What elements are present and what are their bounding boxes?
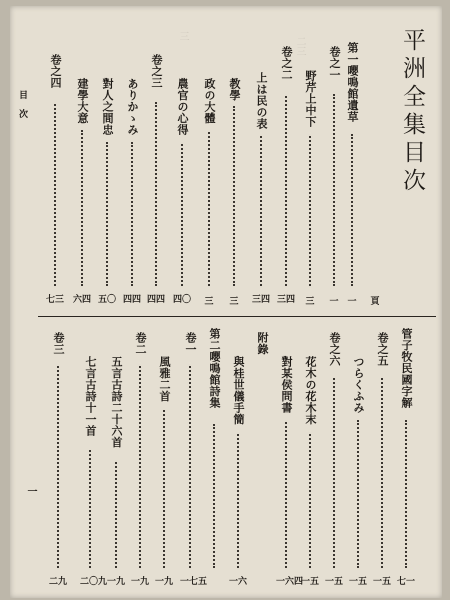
toc-page bbox=[10, 6, 442, 598]
leader-dots bbox=[309, 136, 311, 286]
leader-dots bbox=[213, 424, 215, 568]
leader-dots bbox=[54, 104, 56, 286]
leader-dots bbox=[139, 366, 141, 568]
leader-dots bbox=[285, 96, 287, 286]
toc-entry[interactable]: 卷二 bbox=[134, 332, 147, 355]
toc-entry[interactable]: 管子牧民國字解 bbox=[400, 328, 413, 409]
toc-entry[interactable]: 卷之五 bbox=[376, 332, 389, 367]
toc-page-number: 四四 bbox=[122, 295, 141, 305]
leader-dots bbox=[405, 420, 407, 568]
toc-page-number: 七一 bbox=[396, 577, 415, 587]
show-through-text: 二三 bbox=[294, 36, 305, 56]
leader-dots bbox=[89, 450, 91, 568]
toc-entry[interactable]: ありかゝみ bbox=[126, 78, 139, 136]
leader-dots bbox=[351, 134, 353, 286]
leader-dots bbox=[381, 378, 383, 568]
toc-entry[interactable]: 五言古詩二十六首 bbox=[110, 356, 123, 448]
toc-page-number: 一六四 bbox=[276, 577, 304, 587]
toc-entry[interactable]: 花木の花木末 bbox=[304, 356, 317, 425]
toc-entry[interactable]: 野芹上中下 bbox=[304, 70, 317, 128]
toc-page-number: 四四 bbox=[146, 295, 165, 305]
leader-dots bbox=[357, 420, 359, 568]
toc-title: 平洲全集目次 bbox=[399, 28, 425, 196]
toc-entry[interactable]: 風雅二首 bbox=[158, 356, 171, 402]
toc-page-number: 一六 bbox=[228, 577, 247, 587]
leader-dots bbox=[106, 142, 108, 286]
toc-page-number: 七三 bbox=[45, 295, 64, 305]
leader-dots bbox=[208, 132, 210, 286]
toc-entry[interactable]: 建學大意 bbox=[76, 78, 89, 124]
leader-dots bbox=[181, 144, 183, 286]
toc-entry[interactable]: 卷三 bbox=[52, 332, 65, 355]
toc-entry[interactable]: 七言古詩十一首 bbox=[84, 356, 97, 437]
toc-page-number: 六四 bbox=[72, 295, 91, 305]
show-through-text: 三 bbox=[177, 31, 188, 41]
toc-entry[interactable]: 政の大體 bbox=[203, 78, 216, 124]
leader-dots bbox=[233, 106, 235, 286]
leader-dots bbox=[309, 434, 311, 568]
margin-mark: 一 bbox=[25, 486, 36, 497]
toc-page-number: 一 bbox=[329, 297, 339, 307]
toc-entry[interactable]: つらくふみ bbox=[352, 356, 365, 414]
toc-page-number: 一 bbox=[347, 297, 357, 307]
toc-page-number: 三 bbox=[229, 297, 239, 307]
toc-page-number: 一五 bbox=[300, 577, 319, 587]
leader-dots bbox=[333, 378, 335, 568]
toc-page-number: 三四 bbox=[276, 295, 295, 305]
toc-entry[interactable]: 農官の心得 bbox=[176, 78, 189, 136]
toc-entry[interactable]: 與桂世儀手簡 bbox=[232, 356, 245, 425]
leader-dots bbox=[131, 142, 133, 286]
toc-entry[interactable]: 上は民の表 bbox=[255, 72, 268, 130]
leader-dots bbox=[237, 434, 239, 568]
toc-page-number: 一五 bbox=[324, 577, 343, 587]
toc-entry[interactable]: 卷之一 bbox=[328, 46, 341, 81]
toc-entry[interactable]: 卷之四 bbox=[49, 54, 62, 89]
toc-page-number: 一九 bbox=[106, 577, 125, 587]
toc-entry[interactable]: 卷之六 bbox=[328, 332, 341, 367]
leader-dots bbox=[155, 102, 157, 286]
toc-page-number: 三四 bbox=[251, 295, 270, 305]
toc-entry[interactable]: 對人之間忠 bbox=[101, 78, 114, 136]
toc-entry[interactable]: 附錄 bbox=[256, 332, 269, 355]
section-divider bbox=[38, 316, 436, 317]
toc-entry[interactable]: 卷一 bbox=[184, 332, 197, 355]
leader-dots bbox=[81, 130, 83, 286]
toc-page-number: 一九 bbox=[130, 577, 149, 587]
toc-page-number: 三 bbox=[204, 297, 214, 307]
toc-page-number: 一七五 bbox=[180, 577, 208, 587]
leader-dots bbox=[333, 94, 335, 286]
toc-entry[interactable]: 卷之三 bbox=[150, 54, 163, 89]
toc-entry[interactable]: 對某侯問書 bbox=[280, 356, 293, 414]
toc-page-number: 一九 bbox=[154, 577, 173, 587]
toc-page-number: 二九 bbox=[48, 577, 67, 587]
toc-entry[interactable]: 教學 bbox=[228, 78, 241, 101]
leader-dots bbox=[189, 366, 191, 568]
toc-entry[interactable]: 第二嚶鳴館詩集 bbox=[208, 328, 221, 409]
toc-page-number: 三 bbox=[305, 297, 315, 307]
toc-entry[interactable]: 第一嚶鳴館遺草 bbox=[346, 42, 359, 123]
toc-page-number: 一五 bbox=[372, 577, 391, 587]
page-unit-label: 頁 bbox=[370, 297, 380, 307]
toc-page-number: 四〇 bbox=[172, 295, 191, 305]
leader-dots bbox=[260, 136, 262, 286]
running-head: 目次 bbox=[17, 90, 27, 128]
toc-entry[interactable]: 卷之二 bbox=[280, 46, 293, 81]
toc-page-number: 二〇九 bbox=[80, 577, 108, 587]
toc-page-number: 一五 bbox=[348, 577, 367, 587]
leader-dots bbox=[163, 410, 165, 568]
toc-page-number: 五〇 bbox=[97, 295, 116, 305]
leader-dots bbox=[57, 366, 59, 568]
leader-dots bbox=[285, 422, 287, 568]
leader-dots bbox=[115, 462, 117, 568]
